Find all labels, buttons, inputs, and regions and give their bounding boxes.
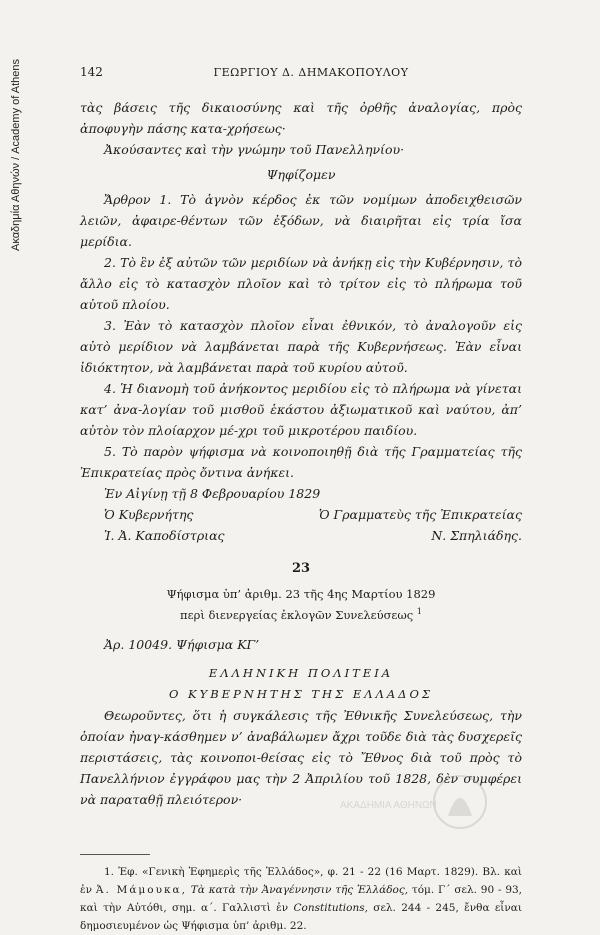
heard-clause: Ἀκούσαντες καὶ τὴν γνώμην τοῦ Πανελληνίου· — [104, 142, 405, 157]
running-header — [80, 62, 522, 83]
decree-reference: Ἀρ. 10049. Ψήφισμα ΚΓ’ — [104, 636, 260, 652]
footnote-rule — [80, 854, 150, 855]
document-subtitle-2 — [80, 603, 522, 624]
signature-names — [80, 525, 522, 546]
article-5: 5. Τὸ παρὸν ψήφισμα νὰ κοινοποιηθῇ διὰ τῆς Γραμματείας τῆς Ἐπικρατείας πρὸς ὄντινα ἀνήκει. — [80, 444, 522, 480]
governor-heading: Ο ΚΥΒΕΡΝΗΤΗΣ ΤΗΣ ΕΛΛΑΔΟΣ — [168, 686, 434, 701]
continued-text: τὰς βάσεις τῆς δικαιοσύνης καὶ τῆς ὀρθῆς ἀναλογίας, πρὸς ἀποφυγὴν πάσης κατα-χρήσεως· — [80, 100, 522, 136]
place-date: Ἐν Αἰγίνῃ τῇ 8 Φεβρουαρίου 1829 — [104, 486, 321, 501]
page-number: 142 — [80, 65, 103, 79]
footnote-part-4: τόμ. Γ΄ σελ. 90 - 93, καὶ τὴν Αὐτόθι, σημ. α΄. Γαλλιστὶ ἐν — [80, 883, 523, 914]
running-title: ΓΕΩΡΓΙΟΥ Δ. ΔΗΜΑΚΟΠΟΥΛΟΥ — [213, 66, 409, 79]
article-3: 3. Ἐὰν τὸ κατασχὸν πλοῖον εἶναι ἐθνικόν, τὸ ἀναλογοῦν εἰς αὐτὸ μερίδιον νὰ λαμβάνεται παρὰ τῆς Κυβερνήσεως. Ἐὰν εἶναι ἰδιόκτητον, νὰ λαμβάνεται παρὰ τοῦ κυρίου αὐτοῦ. — [80, 318, 522, 375]
state-heading: ΕΛΛΗΝΙΚΗ ΠΟΛΙΤΕΙΑ — [208, 665, 394, 680]
signature-titles — [80, 504, 522, 525]
decree-heading: Ψηφίζομεν — [266, 167, 336, 182]
footnote-part-6: σελ. 244 - 245, ἔνθα εἶναι δημοσιευμένον ὡς Ψήφισμα ὑπ’ ἀριθμ. 22. — [80, 901, 522, 932]
signer-right-title: Ὁ Γραμματεὺς τῆς Ἐπικρατείας — [318, 507, 522, 522]
subtitle-2-text: περὶ διενεργείας ἐκλογῶν Συνελεύσεως — [180, 607, 414, 622]
footnote-part-1: Ἐφ. «Γενικὴ Ἐφημερὶς τῆς Ἑλλάδος», φ. 21 - 22 (16 Μαρτ. 1829). Βλ. καὶ ἐν — [80, 865, 522, 896]
article-4: 4. Ἡ διανομὴ τοῦ ἀνήκοντος μεριδίου εἰς τὸ πλήρωμα νὰ γίνεται κατ’ ἀνα-λογίαν τοῦ μισθοῦ ἑκάστου ἀξιωματικοῦ καὶ ναύτου, ἀπ’ αὐτὸν τὸν πλοίαρχον μέ-χρι τοῦ μικροτέρου παιδίου. — [80, 381, 522, 438]
watermark-emblem-icon — [330, 770, 590, 840]
footnote-book-title: Τὰ κατὰ τὴν Ἀναγέννησιν τῆς Ἑλλάδος, — [190, 883, 409, 896]
considering-text: Θεωροῦντες, ὅτι ἡ συγκάλεσις τῆς Ἐθνικῆς Συνελεύσεως, τὴν ὁποίαν ἠναγ-κάσθημεν ν’ ἀναβάλωμεν ἄχρι τοῦδε διὰ τὰς δυσχερεῖς περιστάσεις, τὰς κοινοποι-θείσας εἰς τὸ Ἔθνος διὰ τοῦ πρὸς τὸ Πανελλήνιον ἐγγράφου μας τὴν 2 Ἀπριλίου τοῦ 1828, δὲν συμφέρει νὰ παραταθῇ πλειότερον· — [80, 707, 522, 807]
academy-watermark — [330, 770, 590, 840]
archive-sidebar-label — [2, 40, 30, 270]
watermark-text: ΑΚΑΔΗΜΙΑ ΑΘΗΝΩΝ — [340, 800, 437, 811]
footnote-constitutions: Constitutions, — [293, 901, 368, 914]
document-number: 23 — [291, 561, 311, 576]
signer-left-title: Ὁ Κυβερνήτης — [104, 507, 194, 522]
footnote-marker: 1 — [416, 607, 422, 616]
signer-right-name: Ν. Σπηλιάδης. — [431, 528, 522, 543]
footnote — [80, 863, 522, 935]
article-2: 2. Τὸ ἓν ἐξ αὐτῶν τῶν μεριδίων νὰ ἀνήκῃ εἰς τὴν Κυβέρνησιν, τὸ ἄλλο εἰς τὸ κατασχὸν πλοῖον καὶ τὸ τρίτον εἰς τὸ πλήρωμα τοῦ αὐτοῦ πλοίου. — [80, 255, 522, 312]
archive-label-text: Ακαδημία Αθηνών / Academy of Athens — [10, 58, 22, 252]
footnote-number: 1. — [104, 865, 115, 878]
signer-left-name: Ἰ. Ἀ. Καποδίστριας — [104, 528, 225, 543]
article-1: Ἄρθρον 1. Τὸ ἁγνὸν κέρδος ἐκ τῶν νομίμων ἀποδειχθεισῶν λειῶν, ἀφαιρε-θέντων τῶν ἐξόδων, νὰ διαιρῆται εἰς τρία ἴσα μερίδια. — [80, 192, 522, 249]
document-subtitle-1: Ψήφισμα ὑπ’ ἀριθμ. 23 τῆς 4ης Μαρτίου 1829 — [166, 587, 436, 601]
footnote-author: Ἀ. Μάμουκα, — [95, 883, 187, 896]
